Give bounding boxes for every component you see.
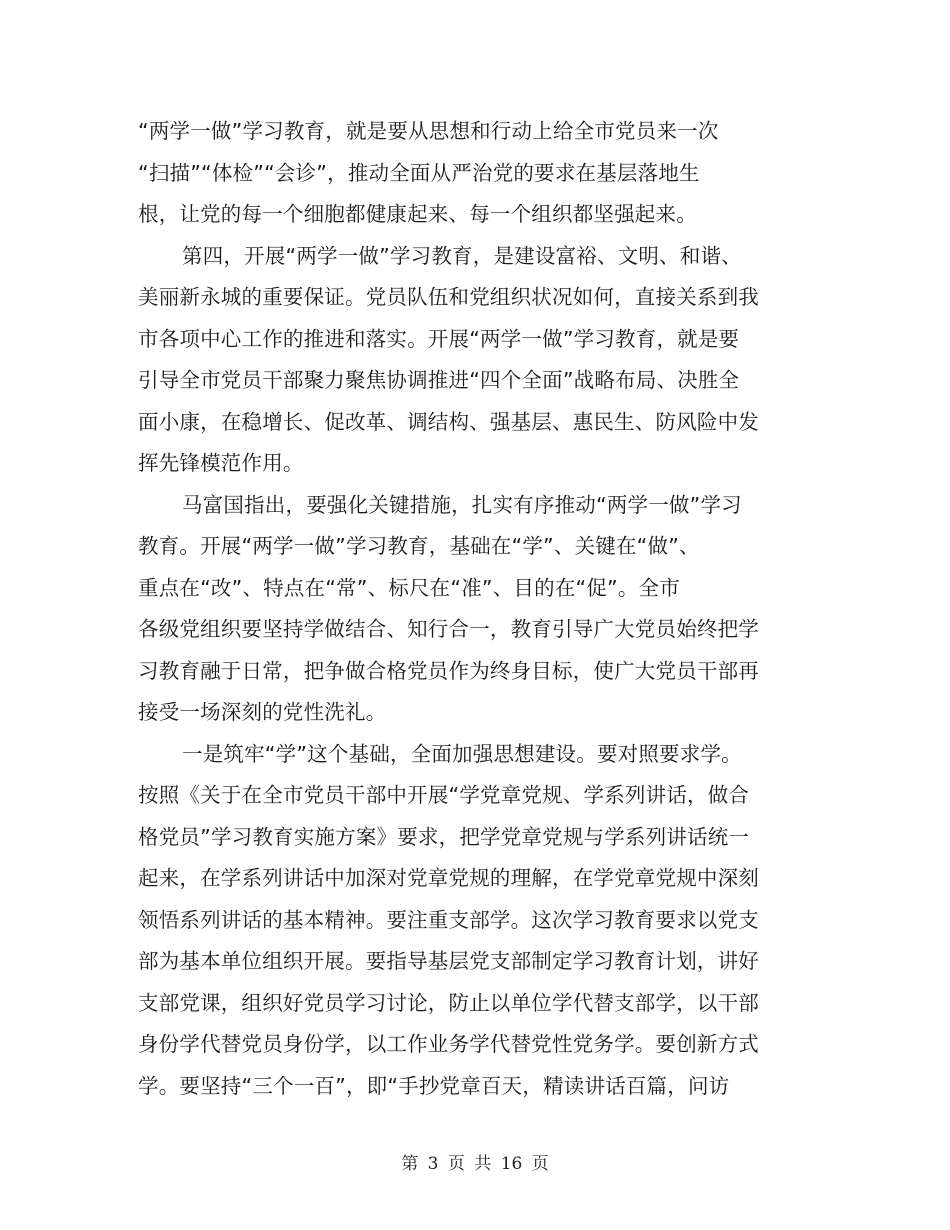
text-line: “扫描”“体检”“会诊”，推动全面从严治党的要求在基层落地生 — [138, 160, 700, 185]
text-line: 支部党课，组织好党员学习讨论，防止以单位学代替支部学，以干部 — [138, 990, 759, 1015]
text-line: 部为基本单位组织开展。要指导基层党支部制定学习教育计划，讲好 — [138, 949, 759, 973]
body-text — [138, 111, 763, 1107]
page-number-footer: 第 3 页 共 16 页 — [401, 1154, 549, 1174]
text-line: 根，让党的每一个细胞都健康起来、每一个组织都坚强起来。 — [138, 202, 697, 226]
text-line: 挥先锋模范作用。 — [138, 451, 304, 475]
text-line: 起来，在学系列讲话中加深对党章党规的理解，在学党章党规中深刻 — [138, 866, 759, 890]
text-line: 引导全市党员干部聚力聚焦协调推进“四个全面”战略布局、决胜全 — [138, 368, 740, 392]
text-line: “两学一做”学习教育，就是要从思想和行动上给全市党员来一次 — [138, 119, 719, 143]
text-line: 市各项中心工作的推进和落实。开展“两学一做”学习教育，就是要 — [138, 326, 740, 351]
text-line: 教育。开展“两学一做”学习教育，基础在“学”、关键在“做”、 — [138, 534, 700, 558]
text-line: 重点在“改”、特点在“常”、标尺在“准”、目的在“促”。全市 — [138, 575, 680, 600]
paragraph-start-line: 马富国指出，要强化关键措施，扎实有序推动“两学一做”学习 — [182, 492, 742, 517]
text-line: 各级党组织要坚持学做结合、知行合一，教育引导广大党员始终把学 — [138, 617, 759, 641]
text-line: 面小康，在稳增长、促改革、调结构、强基层、惠民生、防风险中发 — [138, 409, 759, 434]
paragraph-start-line: 第四，开展“两学一做”学习教育，是建设富裕、文明、和谐、 — [182, 243, 742, 268]
text-line: 学。要坚持“三个一百”，即“手抄党章百天，精读讲话百篇，问访 — [138, 1073, 730, 1098]
text-line: 美丽新永城的重要保证。党员队伍和党组织状况如何，直接关系到我 — [138, 285, 759, 309]
text-line: 习教育融于日常，把争做合格党员作为终身目标，使广大党员干部再 — [138, 658, 759, 683]
text-line: 身份学代替党员身份学，以工作业务学代替党性党务学。要创新方式 — [138, 1032, 759, 1056]
paragraph-start-line: 一是筑牢“学”这个基础，全面加强思想建设。要对照要求学。 — [182, 741, 742, 766]
text-line: 领悟系列讲话的基本精神。要注重支部学。这次学习教育要求以党支 — [138, 907, 759, 932]
text-line: 按照《关于在全市党员干部中开展“学党章党规、学系列讲话，做合 — [138, 783, 750, 807]
text-line: 格党员”学习教育实施方案》要求，把学党章党规与学系列讲话统一 — [138, 824, 750, 849]
text-line: 接受一场深刻的党性洗礼。 — [138, 700, 387, 724]
